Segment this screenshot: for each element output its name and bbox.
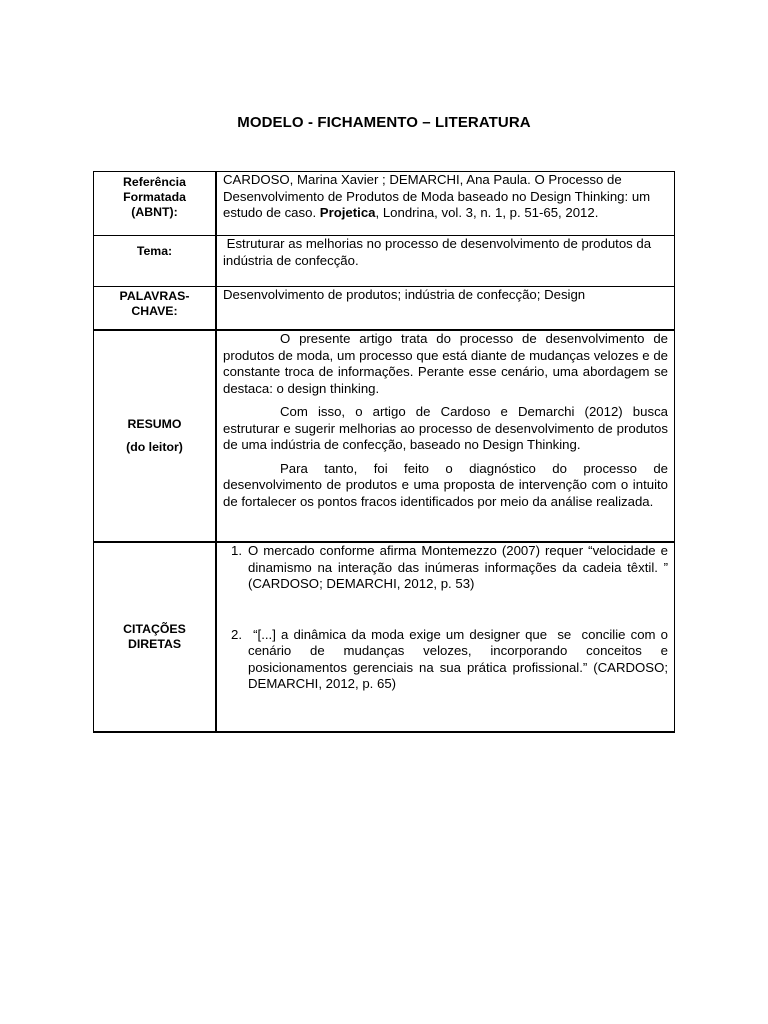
referencia-journal: Projetica xyxy=(319,205,376,220)
resumo-label-line2: (do leitor) xyxy=(126,440,183,454)
referencia-label-line3: (ABNT): xyxy=(131,205,178,219)
citacao-text: “[...] a dinâmica da moda exige um designer que se concilie com o cenário de mudanças velozes, incorporando conceitos e posicionamentos gerenciais na sua prática profissional.” (CARDOSO; DEMARCHI, 2012, p. 65) xyxy=(248,626,672,691)
palavras-chave-label xyxy=(94,287,217,331)
palavras-chave-label-line2: CHAVE: xyxy=(131,304,178,318)
citacao-number: 2. xyxy=(231,626,242,642)
document-title: MODELO - FICHAMENTO – LITERATURA xyxy=(237,114,531,131)
list-item xyxy=(223,626,672,693)
palavras-chave-label-line1: PALAVRAS- xyxy=(119,289,190,303)
resumo-paragraph-3: Para tanto, foi feito o diagnóstico do processo de desenvolvimento de produtos e uma proposta de intervenção com o intuito de fortalecer os pontos fracos identificados por meio da análise realizada. xyxy=(223,460,668,509)
citacoes-label-line1: CITAÇÕES xyxy=(123,622,186,636)
palavras-chave-value: Desenvolvimento de produtos; indústria de confecção; Design xyxy=(216,287,675,331)
tema-label: Tema: xyxy=(94,236,217,287)
resumo-value xyxy=(216,330,675,542)
table-row-citacoes xyxy=(94,542,675,732)
resumo-paragraph-2: Com isso, o artigo de Cardoso e Demarchi (2012) busca estruturar e sugerir melhorias ao processo de desenvolvimento de produtos de uma indústria de confecção, baseado no Design Thinking. xyxy=(223,404,668,452)
referencia-label xyxy=(94,172,217,236)
table-row-referencia xyxy=(94,172,675,236)
resumo-paragraph-1: O presente artigo trata do processo de desenvolvimento de produtos de moda, um processo que está diante de mudanças velozes e de constante troca de informações. Perante esse cenário, uma abordagem se destaca: o design thinking. xyxy=(223,331,668,396)
referencia-label-line2: Formatada xyxy=(123,190,186,204)
referencia-value xyxy=(216,172,675,236)
resumo-label-line1: RESUMO xyxy=(127,417,182,431)
table-row-tema xyxy=(94,236,675,287)
referencia-text-before: CARDOSO, Marina Xavier ; DEMARCHI, Ana Paula. O Processo de Desenvolvimento de Produtos de Moda baseado no Design Thinking: um estudo de caso. xyxy=(223,172,651,220)
table-row-resumo xyxy=(94,330,675,542)
table-row-palavras-chave xyxy=(94,287,675,331)
citacoes-list xyxy=(223,543,672,693)
citacoes-label-line2: DIRETAS xyxy=(127,637,182,651)
citacao-number: 1. xyxy=(231,543,242,558)
referencia-label-line1: Referência xyxy=(123,175,186,189)
citacoes-value xyxy=(216,542,675,732)
citacao-text: O mercado conforme afirma Montemezzo (2007) requer “velocidade e dinamismo na interação das inúmeras informações da cadeia têxtil. ” (CARDOSO; DEMARCHI, 2012, p. 53) xyxy=(248,543,668,591)
resumo-label xyxy=(94,330,217,542)
fichamento-table xyxy=(93,171,675,733)
tema-value: Estruturar as melhorias no processo de desenvolvimento de produtos da indústria de confecção. xyxy=(216,236,675,287)
citacoes-label xyxy=(94,542,217,732)
referencia-text-after: , Londrina, vol. 3, n. 1, p. 51-65, 2012. xyxy=(375,205,599,220)
list-item xyxy=(223,543,668,593)
